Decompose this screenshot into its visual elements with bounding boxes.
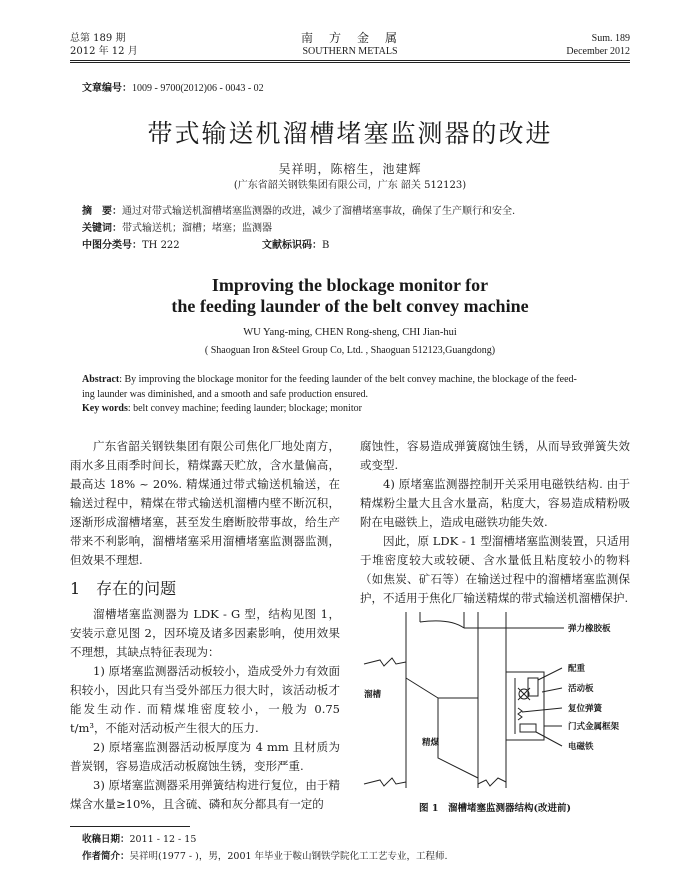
affiliation-en: ( Shaoguan Iron &Steel Group Co, Ltd. , Shaoguan 512123,Guangdong)	[204, 345, 496, 356]
label-weight: 配重	[568, 664, 586, 674]
author-bio-value: 吴祥明(1977 - )，男，2001 年毕业于鞍山钢铁学院化工工艺专业，工程师.	[129, 851, 448, 862]
abstract-cn-label: 摘 要：	[82, 206, 122, 217]
article-number	[82, 82, 264, 96]
document-code-label: 文献标识码：	[262, 240, 322, 251]
author-bio-label: 作者简介：	[82, 851, 130, 862]
classification-value: TH 222	[142, 240, 180, 251]
label-reset-spring: 复位弹簧	[568, 704, 603, 714]
right-column	[360, 437, 630, 608]
journal-issue-en	[566, 32, 630, 58]
section-heading: 1 存在的问题	[70, 579, 177, 598]
authors-en: WU Yang-ming, CHEN Rong-sheng, CHI Jian-hui	[243, 327, 457, 338]
journal-name-cn: 南 方 金 属	[300, 31, 399, 45]
label-spring-rubber: 弹力橡胶板	[568, 624, 611, 634]
authors-cn: 吴祥明，陈榕生，池建辉	[278, 162, 422, 176]
keywords-cn-text: 带式输送机；溜槽；堵塞；监测器	[122, 223, 272, 234]
header-right-line1: Sum. 189	[591, 33, 630, 44]
keywords-cn-label: 关键词：	[82, 223, 122, 234]
keywords-en	[82, 403, 362, 414]
header-left-line2: 2012 年 12 月	[70, 46, 138, 57]
coal-flow-line	[406, 678, 478, 778]
received-date-label: 收稿日期：	[82, 834, 130, 845]
label-movable-plate: 活动板	[568, 684, 594, 694]
break-line-bottom	[364, 778, 406, 786]
body-paragraph: 2) 原堵塞监测器活动板厚度为 4 mm 且材质为普炭钢，容易造成活动板腐蚀生锈，变形严重.	[70, 740, 340, 773]
footnote-rule	[70, 826, 190, 827]
label-launder: 溜槽	[364, 690, 382, 700]
keywords-cn	[82, 221, 272, 237]
launder-top-curve	[420, 621, 464, 628]
body-paragraph-continued: 腐蚀性，容易造成弹簧腐蚀生锈，从而导致弹簧失效或变型.	[360, 439, 630, 472]
figure-1-caption: 图 1 溜槽堵塞监测器结构(改进前)	[419, 803, 571, 814]
article-number-value: 1009 - 9700(2012)06 - 0043 - 02	[132, 83, 264, 94]
body-paragraph: 广东省韶关钢铁集团有限公司焦化厂地处南方，雨水多且雨季时间长，精煤露天贮放，含水量偏高，最高达 18% ~ 20%. 精煤通过带式输送机输送，在输送过程中，精煤在带式输送机溜槽内壁不断沉积，逐渐形成溜槽堵塞，甚至发生磨断胶带事故，给生产带来不利影响，溜槽堵塞采用溜槽堵塞监测器监测，但效果不理想.	[70, 439, 340, 567]
affiliation-cn: (广东省韶关钢铁集团有限公司，广东 韶关 512123)	[233, 180, 467, 191]
body-paragraph: 3) 原堵塞监测器采用弹簧结构进行复位，由于精煤含水量≥10%，且含硫、磷和灰分都具有一定的	[70, 778, 340, 811]
received-date	[82, 833, 196, 847]
electromagnet-block	[520, 724, 536, 732]
weight-block	[528, 678, 538, 696]
abstract-en	[82, 372, 627, 402]
article-number-label: 文章编号：	[82, 83, 132, 94]
keywords-en-text: : belt convey machine; feeding launder; blockage; monitor	[127, 403, 362, 414]
break-line-top	[364, 658, 406, 666]
abstract-cn-text: 通过对带式输送机溜槽堵塞监测器的改进，减少了溜槽堵塞事故，确保了生产顺行和安全.	[122, 206, 516, 217]
body-paragraph: 4) 原堵塞监测器控制开关采用电磁铁结构. 由于精煤粉尘量大且含水量高，粘度大，容易造成精粉吸附在电磁铁上，造成电磁铁功能失效.	[360, 477, 630, 529]
title-en-line1: Improving the blockage monitor for	[211, 275, 489, 295]
abstract-en-text-2: ing launder was diminished, and a smooth and safe production ensured.	[82, 389, 369, 400]
reset-spring-shape	[518, 708, 522, 720]
figure-1	[360, 608, 630, 813]
abstract-en-label: Abstract	[82, 374, 120, 385]
left-column	[70, 437, 340, 814]
body-paragraph: 1) 原堵塞监测器活动板较小，造成受外力有效面积较小，因此只有当受外部压力很大时，该活动板才能发生动作. 而精煤堆密度较小，一般为 0.75 t/m³，不能对活动板产生很大的压力.	[70, 664, 340, 735]
label-door-frame: 门式金属框架	[568, 722, 620, 732]
body-paragraph: 因此，原 LDK - 1 型溜槽堵塞监测装置，只适用于堆密度较大或较硬、含水量低且粘度较小的物料（如焦炭、矿石等）在输送过程中的溜槽堵塞监测保护，不适用于焦化厂输送精煤的带式输送机溜槽保护.	[360, 534, 630, 605]
label-electromagnet: 电磁铁	[568, 742, 594, 752]
document-code-value: B	[322, 240, 330, 251]
abstract-en-text-1: : By improving the blockage monitor for the feeding launder of the belt convey machine, the blockage of the feed-	[119, 374, 577, 385]
author-bio	[82, 850, 642, 864]
header-left-line1: 总第 189 期	[70, 33, 126, 44]
header-rule-thin	[70, 62, 630, 63]
received-date-value: 2011 - 12 - 15	[129, 834, 197, 845]
abstract-cn	[82, 204, 622, 220]
title-en-line2: the feeding launder of the belt convey machine	[171, 296, 529, 316]
body-paragraph: 溜槽堵塞监测器为 LDK - G 型，结构见图 1，安装示意见图 2，因环境及诸多因素影响，使用效果不理想，其缺点特征表现为：	[70, 607, 340, 659]
header-rule	[70, 60, 630, 61]
classification-label: 中图分类号：	[82, 240, 142, 251]
label-coal: 精煤	[422, 738, 440, 748]
document-code	[262, 238, 329, 254]
header-right-line2: December 2012	[566, 46, 630, 57]
journal-name-en: SOUTHERN METALS	[302, 46, 398, 57]
title-cn: 带式输送机溜槽堵塞监测器的改进	[147, 119, 553, 148]
classification-number	[82, 238, 180, 254]
keywords-en-label: Key words	[82, 403, 128, 414]
